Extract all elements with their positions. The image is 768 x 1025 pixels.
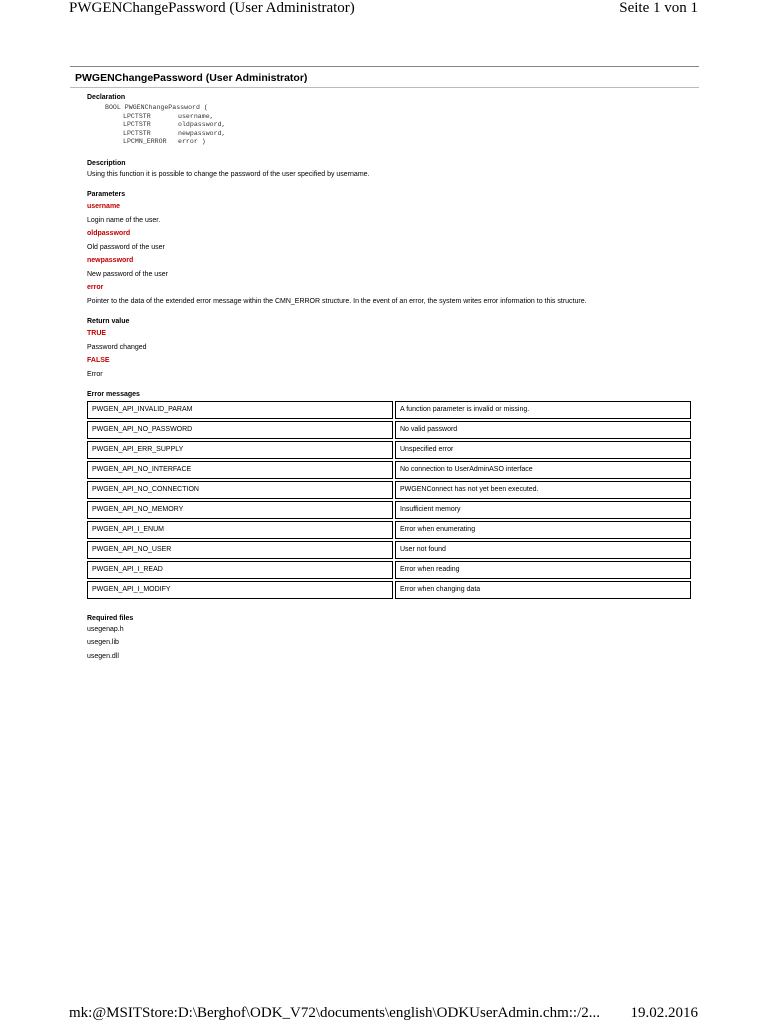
error-code: PWGEN_API_I_READ: [87, 561, 393, 579]
error-code: PWGEN_API_NO_USER: [87, 541, 393, 559]
required-files-heading: Required files: [87, 614, 134, 622]
error-meaning: Error when changing data: [395, 581, 691, 599]
table-row: [87, 581, 691, 599]
declaration-heading: Declaration: [87, 94, 126, 101]
code-line: LPCMN_ERROR error ): [123, 138, 206, 145]
print-footer-path: mk:@MSITStore:D:\Berghof\ODK_V72\documents\english\ODKUserAdmin.chm::/2...: [69, 1005, 600, 1021]
table-row: [87, 481, 691, 499]
description-text: Using this function it is possible to change the password of the user specified by username.: [87, 170, 370, 178]
error-code: PWGEN_API_NO_CONNECTION: [87, 481, 393, 499]
param-desc-oldpassword: Old password of the user: [87, 243, 165, 251]
return-name-true: TRUE: [87, 329, 107, 337]
error-meaning: No connection to UserAdminASO interface: [395, 461, 691, 479]
code-line: BOOL PWGENChangePassword (: [105, 104, 208, 111]
error-messages-table: [85, 399, 693, 601]
param-desc-error: Pointer to the data of the extended error message within the CMN_ERROR structure. In the event of an error, the system writes error information to this structure.: [87, 297, 587, 305]
error-meaning: User not found: [395, 541, 691, 559]
table-row: [87, 561, 691, 579]
param-name-oldpassword: oldpassword: [87, 229, 131, 237]
param-desc-newpassword: New password of the user: [87, 270, 168, 278]
error-meaning: Unspecified error: [395, 441, 691, 459]
param-name-username: username: [87, 202, 121, 210]
print-header-title: PWGENChangePassword (User Administrator): [69, 0, 355, 16]
error-meaning: Error when enumerating: [395, 521, 691, 539]
document-content: [70, 94, 699, 663]
error-code: PWGEN_API_I_MODIFY: [87, 581, 393, 599]
error-meaning: PWGENConnect has not yet been executed.: [395, 481, 691, 499]
table-row: [87, 421, 691, 439]
param-desc-username: Login name of the user.: [87, 216, 161, 224]
code-line: LPCTSTR newpassword,: [123, 129, 226, 137]
document-title: PWGENChangePassword (User Administrator): [70, 66, 699, 88]
print-footer-date: 19.02.2016: [630, 1005, 698, 1021]
table-row: [87, 441, 691, 459]
table-row: [87, 401, 691, 419]
param-name-newpassword: newpassword: [87, 256, 134, 264]
description-heading: Description: [87, 159, 126, 167]
required-file: usegenap.h: [87, 625, 124, 633]
return-desc-true: Password changed: [87, 343, 147, 351]
error-code: PWGEN_API_NO_INTERFACE: [87, 461, 393, 479]
table-row: [87, 521, 691, 539]
parameters-heading: Parameters: [87, 190, 126, 198]
error-meaning: A function parameter is invalid or missing.: [395, 401, 691, 419]
error-code: PWGEN_API_NO_MEMORY: [87, 501, 393, 519]
error-messages-heading: Error messages: [87, 390, 140, 398]
return-value-heading: Return value: [87, 317, 130, 325]
error-meaning: Error when reading: [395, 561, 691, 579]
print-header: [69, 0, 698, 20]
error-meaning: No valid password: [395, 421, 691, 439]
required-file: usegen.dll: [87, 652, 119, 660]
table-row: [87, 461, 691, 479]
required-file: usegen.lib: [87, 639, 119, 646]
code-line: LPCTSTR username,: [123, 112, 214, 120]
error-code: PWGEN_API_ERR_SUPPLY: [87, 441, 393, 459]
error-code: PWGEN_API_INVALID_PARAM: [87, 401, 393, 419]
error-meaning: Insufficient memory: [395, 501, 691, 519]
print-footer: [69, 1005, 698, 1025]
param-name-error: error: [87, 283, 104, 291]
help-document: [70, 66, 699, 663]
print-header-page: Seite 1 von 1: [619, 0, 698, 16]
table-row: [87, 541, 691, 559]
error-code: PWGEN_API_NO_PASSWORD: [87, 421, 393, 439]
return-name-false: FALSE: [87, 356, 110, 364]
code-line: LPCTSTR oldpassword,: [123, 121, 226, 128]
declaration-code: [105, 104, 699, 147]
table-row: [87, 501, 691, 519]
error-code: PWGEN_API_I_ENUM: [87, 521, 393, 539]
return-desc-false: Error: [87, 370, 103, 378]
